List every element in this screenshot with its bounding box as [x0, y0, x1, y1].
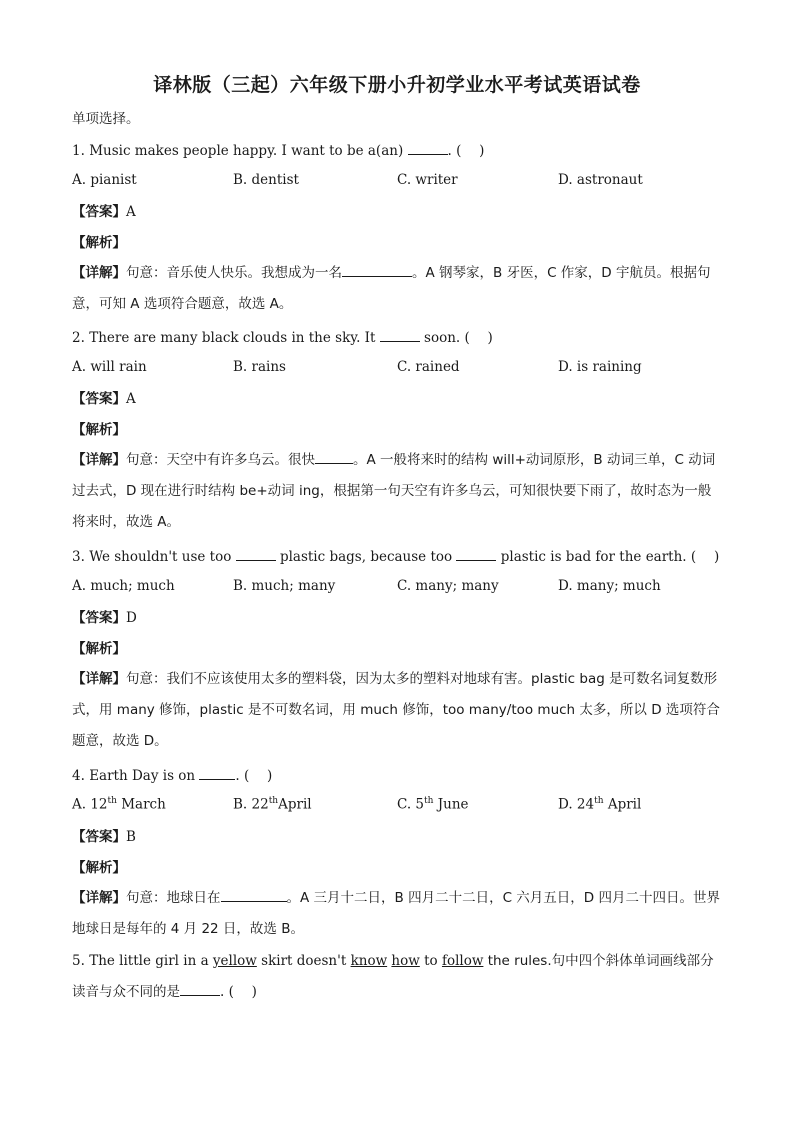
- q3-detail: [72, 664, 722, 757]
- section-heading: 单项选择。: [72, 111, 140, 127]
- question-1: [72, 140, 722, 161]
- q1-option-b: B. dentist: [233, 172, 299, 188]
- q2-detail-b: 。A 一般将来时的结构 will+动词原形，B 动词三单，C 动词过去式，D 现在进行时结构 be+动词 ing，根据第一句天空有许多乌云，可知很快要下雨了，故时态为一般将来时，故选 A。: [72, 452, 716, 530]
- q2-answer-value: A: [126, 391, 136, 407]
- q4-detail: [72, 883, 722, 945]
- q1-detail-a: 句意：音乐使人快乐。我想成为一名: [126, 265, 342, 281]
- q3-blank-2: [456, 546, 496, 561]
- question-4: [72, 765, 722, 786]
- q3-analysis-label: 【解析】: [72, 641, 126, 657]
- q2-option-b: B. rains: [233, 359, 286, 375]
- q1-analysis-label: 【解析】: [72, 235, 126, 251]
- q1-option-d: D. astronaut: [558, 172, 643, 188]
- q5-word-how: how: [391, 953, 420, 969]
- q1-detail-b: 。A 钢琴家，B 牙医，C 作家，D 宇航员。根据句意，可知 A 选项符合题意，故选 A。: [72, 265, 711, 312]
- q4-option-d: D. 24th April: [558, 796, 642, 813]
- q4-option-b: B. 22thApril: [233, 796, 312, 813]
- answer-label: 【答案】: [72, 391, 126, 407]
- q1-answer: [72, 202, 722, 222]
- detail-label: 【详解】: [72, 265, 126, 281]
- detail-label: 【详解】: [72, 671, 126, 687]
- q5-word-yellow: yellow: [212, 953, 257, 969]
- q3-blank-1: [236, 546, 276, 561]
- q2-detail-a: 句意：天空中有许多乌云。很快: [126, 452, 315, 468]
- q5-number: 5.: [72, 953, 85, 969]
- q3-option-a: A. much; much: [72, 578, 175, 594]
- q1-detail: [72, 258, 722, 320]
- question-5: 5. The little girl in a yellow skirt doesn't know how to follow the rules.句中四个斜体单词画线部分读音与众不同的是 . ( ): [72, 953, 714, 1000]
- q1-stem-b: . ( ): [447, 143, 485, 159]
- q4-option-a: A. 12th March: [72, 796, 166, 813]
- q3-option-d: D. many; much: [558, 578, 661, 594]
- q3-answer: [72, 608, 722, 628]
- q3-number: 3.: [72, 549, 85, 565]
- q2-stem-b: soon. ( ): [419, 330, 493, 346]
- q1-number: 1.: [72, 143, 85, 159]
- detail-label: 【详解】: [72, 452, 126, 468]
- q1-stem-a: Music makes people happy. I want to be a(an): [89, 143, 408, 159]
- question-3: [72, 546, 722, 567]
- q3-option-c: C. many; many: [397, 578, 499, 594]
- q3-detail-a: 句意：我们不应该使用太多的塑料袋，因为太多的塑料对地球有害。plastic bag 是可数名词复数形式，用 many 修饰，plastic 是不可数名词，用 much 修饰，too many/too much 太多，所以 D 选项符合题意，故选 D。: [72, 671, 720, 749]
- q2-stem-a: There are many black clouds in the sky. It: [89, 330, 380, 346]
- q5-blank: [180, 981, 220, 996]
- q2-blank: [380, 327, 420, 342]
- q4-detail-b: 。A 三月十二日，B 四月二十二日，C 六月五日，D 四月二十四日。世界地球日是每年的 4 月 22 日，故选 B。: [72, 890, 720, 937]
- answer-label: 【答案】: [72, 829, 126, 845]
- q2-option-c: C. rained: [397, 359, 460, 375]
- q1-detail-blank: [342, 262, 412, 277]
- answer-label: 【答案】: [72, 610, 126, 626]
- q3-stem-b: plastic is bad for the earth. ( ): [496, 549, 720, 565]
- q4-answer: [72, 827, 722, 847]
- q3-stem-mid: plastic bags, because too: [275, 549, 457, 565]
- answer-label: 【答案】: [72, 204, 126, 220]
- q4-analysis-label: 【解析】: [72, 860, 126, 876]
- detail-label: 【详解】: [72, 890, 126, 906]
- q4-stem-a: Earth Day is on: [89, 768, 200, 784]
- q4-detail-blank: [221, 887, 287, 902]
- q1-answer-value: A: [126, 204, 136, 220]
- q3-answer-value: D: [126, 610, 137, 626]
- q2-option-a: A. will rain: [72, 359, 147, 375]
- q1-option-c: C. writer: [397, 172, 458, 188]
- q2-detail: [72, 445, 722, 538]
- q4-answer-value: B: [126, 829, 136, 845]
- q4-stem-b: . ( ): [235, 768, 273, 784]
- q1-option-a: A. pianist: [72, 172, 137, 188]
- q1-blank: [408, 140, 448, 155]
- q2-option-d: D. is raining: [558, 359, 642, 375]
- page-title: 译林版（三起）六年级下册小升初学业水平考试英语试卷: [153, 74, 641, 96]
- q4-blank: [199, 765, 235, 780]
- q2-detail-blank: [315, 449, 353, 464]
- q5-word-follow: follow: [441, 953, 484, 969]
- q4-number: 4.: [72, 768, 85, 784]
- q2-answer: [72, 389, 722, 409]
- q3-option-b: B. much; many: [233, 578, 336, 594]
- question-2: [72, 327, 722, 348]
- q2-number: 2.: [72, 330, 85, 346]
- q4-detail-a: 句意：地球日在: [126, 890, 221, 906]
- q4-option-c: C. 5th June: [397, 796, 469, 813]
- q5-word-know: know: [350, 953, 388, 969]
- q3-stem-a: We shouldn't use too: [89, 549, 236, 565]
- q2-analysis-label: 【解析】: [72, 422, 126, 438]
